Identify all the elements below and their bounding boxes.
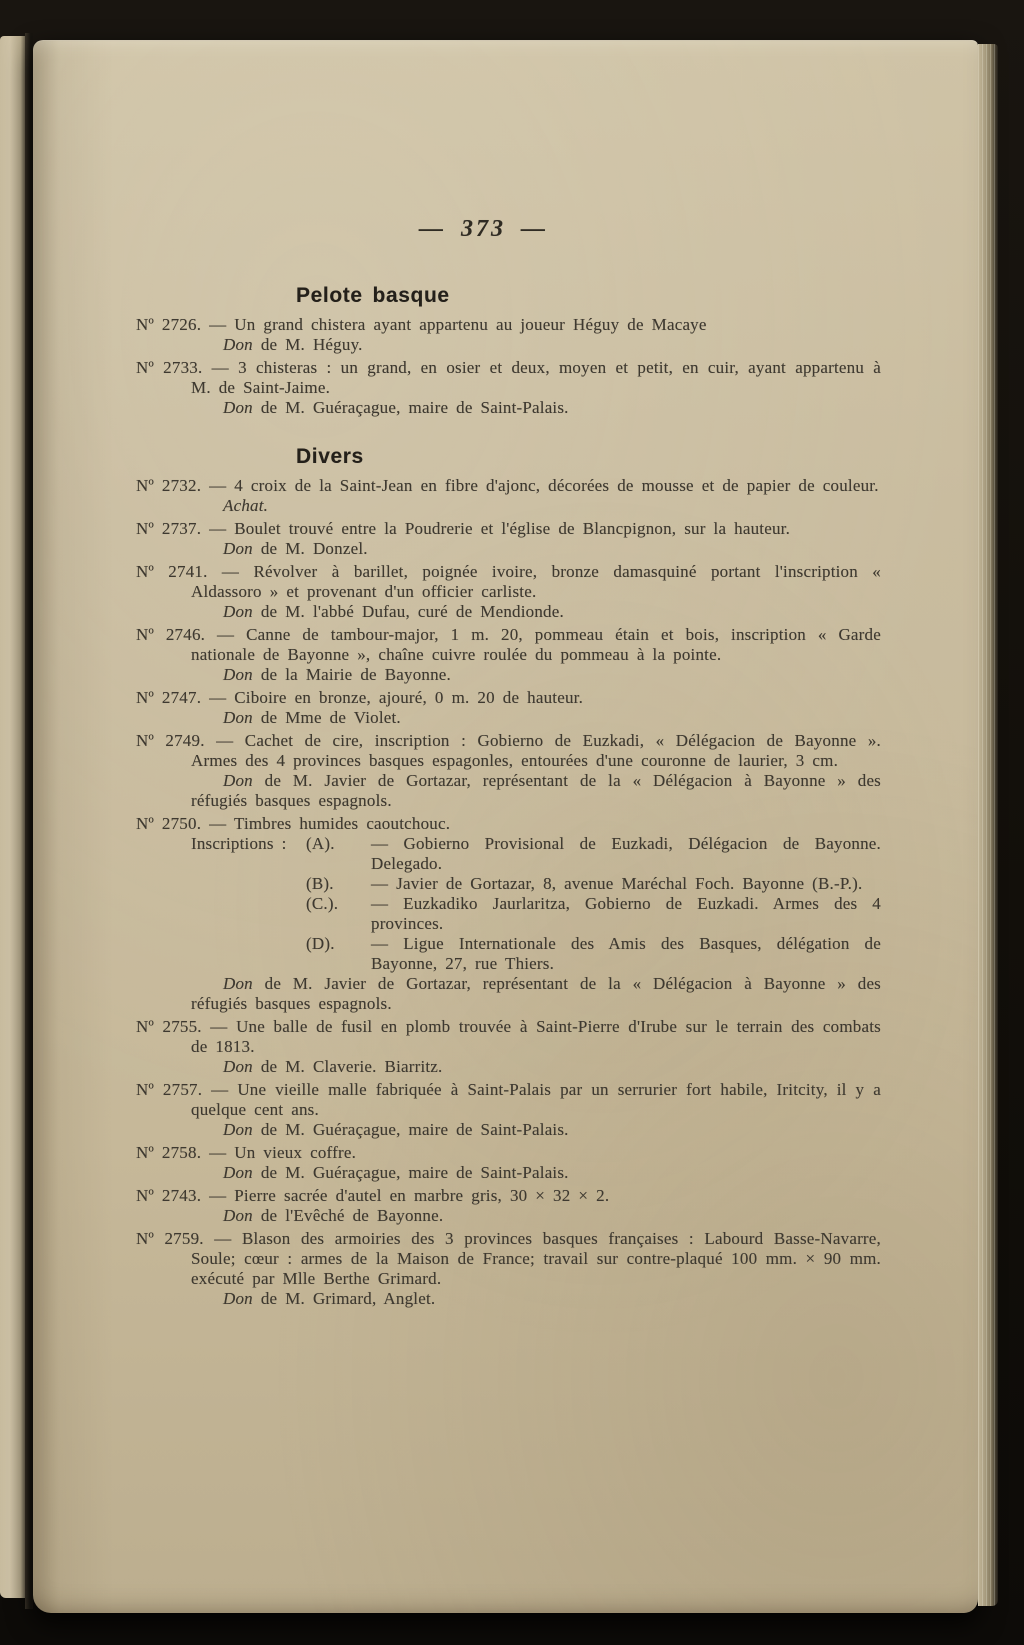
catalog-entry bbox=[136, 1229, 881, 1309]
catalog-section bbox=[136, 283, 881, 418]
catalog-entry bbox=[136, 1080, 881, 1140]
provenance-type-label: Don bbox=[223, 1057, 253, 1076]
page-stack-edges bbox=[978, 44, 998, 1606]
entry-description-text: Ciboire en bronze, ajouré, 0 m. 20 de hauteur. bbox=[234, 688, 584, 707]
catalog-entry bbox=[136, 562, 881, 622]
entry-description-text: Un vieux coffre. bbox=[234, 1143, 357, 1162]
entry-provenance bbox=[136, 398, 881, 418]
entry-number: Nº 2749. bbox=[136, 731, 205, 750]
book-page bbox=[33, 40, 978, 1613]
provenance-text: de M. Javier de Gortazar, représentant de la « Délégacion à Bayonne » des réfugiés basques espagnols. bbox=[191, 771, 881, 810]
entry-description-text: Cachet de cire, inscription : Gobierno de Euzkadi, « Délégacion de Bayonne ». Armes des 4 provinces basques espagonles, entourées d'une couronne de laurier, 3 cm. bbox=[191, 731, 881, 770]
entry-description bbox=[136, 731, 881, 771]
entry-description bbox=[136, 1143, 881, 1163]
inscription-item-text: — Euzkadiko Jaurlaritza, Gobierno de Euzkadi. Armes des 4 provinces. bbox=[371, 894, 881, 933]
entry-provenance bbox=[136, 1206, 881, 1226]
entry-number: Nº 2741. bbox=[136, 562, 208, 581]
entry-description-text: Boulet trouvé entre la Poudrerie et l'église de Blancpignon, sur la hauteur. bbox=[234, 519, 791, 538]
entry-number: Nº 2757. bbox=[136, 1080, 203, 1099]
provenance-text: de M. Claverie. Biarritz. bbox=[252, 1057, 443, 1076]
entry-provenance bbox=[136, 602, 881, 622]
section-heading: Divers bbox=[296, 445, 364, 468]
entry-number: Nº 2746. bbox=[136, 625, 206, 644]
inscription-item-label: (A). bbox=[306, 834, 335, 853]
entries-list bbox=[136, 315, 881, 418]
entry-provenance bbox=[136, 665, 881, 685]
provenance-text: de M. Javier de Gortazar, représentant de la « Délégacion à Bayonne » des réfugiés basques espagnols. bbox=[191, 974, 881, 1013]
inscription-item-label: (D). bbox=[306, 934, 335, 953]
inscription-item-label: (C.). bbox=[306, 894, 339, 913]
catalog-entry bbox=[136, 625, 881, 685]
catalog-entry bbox=[136, 731, 881, 811]
entry-description-text: Une vieille malle fabriquée à Saint-Palais par un serrurier fort habile, Iritcity, il y a quelque cent ans. bbox=[191, 1080, 881, 1119]
entry-number: Nº 2743. bbox=[136, 1186, 202, 1205]
entry-description bbox=[136, 814, 881, 834]
entry-dash: — bbox=[201, 1186, 235, 1205]
sections-container bbox=[136, 283, 881, 1309]
entry-provenance bbox=[136, 1120, 881, 1140]
catalog-entry bbox=[136, 519, 881, 559]
inscriptions-intro-label: Inscriptions : bbox=[191, 834, 287, 853]
inscription-row bbox=[136, 934, 881, 974]
entry-description bbox=[136, 688, 881, 708]
provenance-type-label: Don bbox=[223, 708, 253, 727]
provenance-type-label: Don bbox=[223, 771, 253, 790]
provenance-type-label: Don bbox=[223, 974, 253, 993]
entry-dash: — bbox=[201, 814, 234, 833]
provenance-type-label: Don bbox=[223, 335, 253, 354]
entries-list bbox=[136, 476, 881, 1309]
entry-dash: — bbox=[203, 1229, 242, 1248]
entry-number: Nº 2747. bbox=[136, 688, 202, 707]
entry-dash: — bbox=[201, 519, 235, 538]
catalog-entry bbox=[136, 358, 881, 418]
entry-dash: — bbox=[201, 688, 235, 707]
entry-number: Nº 2733. bbox=[136, 358, 203, 377]
entry-number: Nº 2759. bbox=[136, 1229, 204, 1248]
entry-dash: — bbox=[201, 1143, 235, 1162]
entry-dash: — bbox=[202, 358, 239, 377]
inscription-item-text: — Javier de Gortazar, 8, avenue Maréchal Foch. Bayonne (B.-P.). bbox=[371, 874, 863, 893]
provenance-text: de M. Grimard, Anglet. bbox=[252, 1289, 436, 1308]
entry-description bbox=[136, 562, 881, 602]
catalog-section bbox=[136, 444, 881, 1309]
provenance-text: de M. l'abbé Dufau, curé de Mendionde. bbox=[252, 602, 564, 621]
previous-page-edge bbox=[0, 36, 25, 1598]
catalog-entry bbox=[136, 315, 881, 355]
entry-inscriptions bbox=[136, 834, 881, 974]
entry-provenance bbox=[136, 1163, 881, 1183]
entry-description-text: Révolver à barillet, poignée ivoire, bronze damasquiné portant l'inscription « Aldassoro » et provenant d'un officier carliste. bbox=[191, 562, 881, 601]
provenance-type-label: Don bbox=[223, 1120, 253, 1139]
entry-description-text: Timbres humides caoutchouc. bbox=[233, 814, 451, 833]
inscription-item-label: (B). bbox=[306, 874, 334, 893]
entry-provenance bbox=[136, 496, 881, 516]
provenance-text: de M. Héguy. bbox=[252, 335, 363, 354]
entry-number: Nº 2758. bbox=[136, 1143, 202, 1162]
entry-description-text: 4 croix de la Saint-Jean en fibre d'ajonc, décorées de mousse et de papier de couleur. bbox=[234, 476, 879, 495]
entry-description-text: Blason des armoiries des 3 provinces basques françaises : Labourd Basse-Navarre, Soule; cœur : armes de la Maison de France; travail sur contre-plaqué 100 mm. × 90 mm. exécuté par Mlle Berthe Grimard. bbox=[191, 1229, 881, 1288]
inscription-item-text: — Gobierno Provisional de Euzkadi, Délégacion de Bayonne. Delegado. bbox=[371, 834, 881, 873]
entry-number: Nº 2726. bbox=[136, 315, 202, 334]
entry-number: Nº 2750. bbox=[136, 814, 202, 833]
entry-description-text: Une balle de fusil en plomb trouvée à Saint-Pierre d'Irube sur le terrain des combats de 1813. bbox=[191, 1017, 881, 1056]
provenance-text: de M. Guéraçague, maire de Saint-Palais. bbox=[252, 1120, 569, 1139]
page-number: — 373 — bbox=[419, 216, 548, 242]
entry-description-text: 3 chisteras : un grand, en osier et deux, moyen et petit, en cuir, ayant appartenu à M. de Saint-Jaime. bbox=[191, 358, 881, 397]
catalog-entry bbox=[136, 1186, 881, 1226]
entry-number: Nº 2755. bbox=[136, 1017, 202, 1036]
entry-provenance bbox=[136, 771, 881, 811]
entry-number: Nº 2737. bbox=[136, 519, 202, 538]
inscription-row bbox=[136, 894, 881, 934]
provenance-type-label: Don bbox=[223, 602, 253, 621]
entry-dash: — bbox=[201, 1017, 237, 1036]
entry-description bbox=[136, 1186, 881, 1206]
section-heading: Pelote basque bbox=[296, 284, 450, 307]
entry-description bbox=[136, 1080, 881, 1120]
provenance-type-label: Don bbox=[223, 1163, 253, 1182]
entry-description bbox=[136, 476, 881, 496]
provenance-text: de Mme de Violet. bbox=[252, 708, 401, 727]
provenance-text: de M. Guéraçague, maire de Saint-Palais. bbox=[252, 398, 569, 417]
catalog-entry bbox=[136, 814, 881, 1014]
inscription-item-text: — Ligue Internationale des Amis des Basques, délégation de Bayonne, 27, rue Thiers. bbox=[371, 934, 881, 973]
entry-dash: — bbox=[204, 731, 245, 750]
provenance-type-label: Achat. bbox=[223, 496, 269, 515]
provenance-type-label: Don bbox=[223, 398, 253, 417]
gutter-shadow bbox=[25, 33, 33, 1609]
catalog-entry bbox=[136, 476, 881, 516]
inscription-row bbox=[136, 834, 881, 874]
provenance-type-label: Don bbox=[223, 539, 253, 558]
entry-description-text: Canne de tambour-major, 1 m. 20, pommeau étain et bois, inscription « Garde nationale de Bayonne », chaîne cuivre roulée du pommeau à la pointe. bbox=[191, 625, 881, 664]
entry-description bbox=[136, 519, 881, 539]
page-content bbox=[136, 41, 881, 1312]
provenance-type-label: Don bbox=[223, 1206, 253, 1225]
entry-number: Nº 2732. bbox=[136, 476, 202, 495]
provenance-text: de la Mairie de Bayonne. bbox=[252, 665, 451, 684]
entry-provenance bbox=[136, 1057, 881, 1077]
entry-description-text: Un grand chistera ayant appartenu au joueur Héguy de Macaye bbox=[234, 315, 707, 334]
provenance-text: de M. Guéraçague, maire de Saint-Palais. bbox=[252, 1163, 569, 1182]
entry-description bbox=[136, 358, 881, 398]
entry-dash: — bbox=[205, 625, 247, 644]
entry-description bbox=[136, 625, 881, 665]
entry-dash: — bbox=[201, 476, 235, 495]
catalog-entry bbox=[136, 1017, 881, 1077]
inscription-row bbox=[136, 874, 881, 894]
provenance-text: de l'Evêché de Bayonne. bbox=[252, 1206, 444, 1225]
entry-description bbox=[136, 315, 881, 335]
catalog-entry bbox=[136, 1143, 881, 1183]
entry-provenance bbox=[136, 708, 881, 728]
entry-description-text: Pierre sacrée d'autel en marbre gris, 30 × 32 × 2. bbox=[234, 1186, 610, 1205]
entry-dash: — bbox=[201, 315, 235, 334]
catalog-entry bbox=[136, 688, 881, 728]
entry-dash: — bbox=[202, 1080, 238, 1099]
provenance-text: de M. Donzel. bbox=[252, 539, 368, 558]
entry-provenance bbox=[136, 1289, 881, 1309]
entry-dash: — bbox=[207, 562, 254, 581]
entry-provenance bbox=[136, 539, 881, 559]
provenance-type-label: Don bbox=[223, 665, 253, 684]
entry-provenance bbox=[136, 974, 881, 1014]
entry-provenance bbox=[136, 335, 881, 355]
entry-description bbox=[136, 1229, 881, 1289]
provenance-type-label: Don bbox=[223, 1289, 253, 1308]
entry-description bbox=[136, 1017, 881, 1057]
